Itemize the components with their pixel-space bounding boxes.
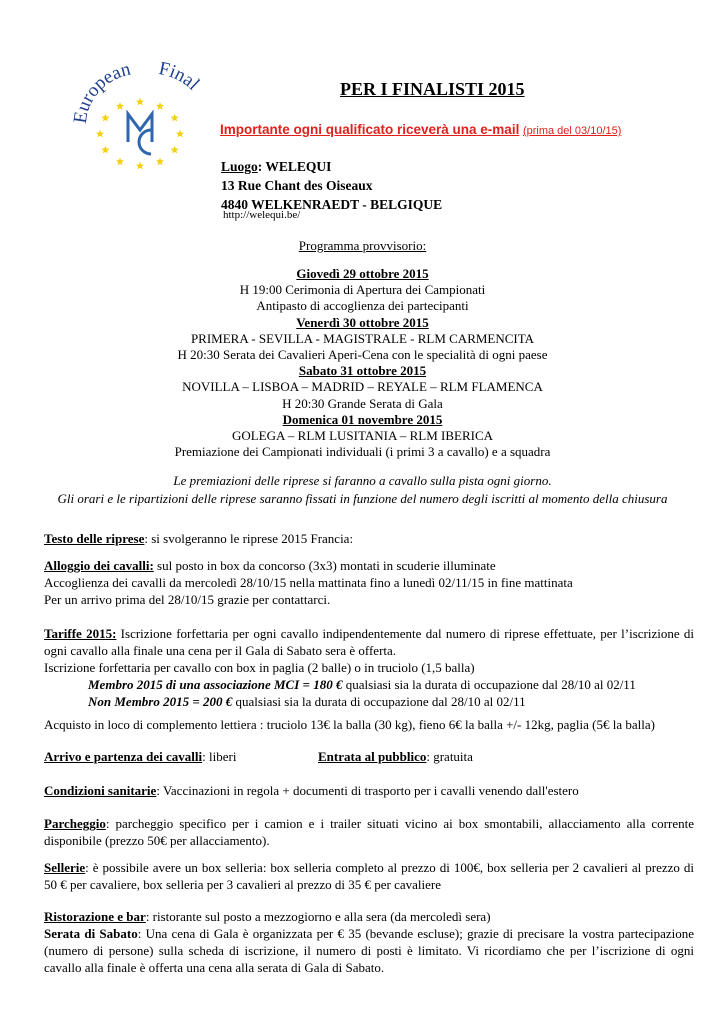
sellerie-text: : è possibile avere un box selleria: box selleria completo al prezzo di 100€, box selleria per 2 cavalieri al prezzo di 50 € per cavaliere, box selleria per 3 cavalieri al prezzo di 35 € per cavaliere: [44, 860, 694, 892]
tariffe-label: Tariffe 2015:: [44, 626, 117, 641]
star-icon: [116, 158, 124, 166]
day-line: H 20:30 Grande Serata di Gala: [282, 395, 443, 411]
section-parcheggio: [44, 815, 694, 849]
programme-schedule: [0, 266, 725, 460]
day-line: H 19:00 Cerimonia di Apertura dei Campionati: [239, 282, 486, 298]
condizioni-text: : Vaccinazioni in regola + documenti di trasporto per i cavalli venendo dall'estero: [156, 783, 579, 798]
star-ring: [96, 98, 184, 170]
day-line: GOLEGA – RLM LUSITANIA – RLM IBERICA: [231, 428, 494, 444]
star-icon: [136, 162, 144, 170]
venue-street: 13 Rue Chant des Oiseaux: [221, 178, 373, 193]
star-icon: [136, 98, 144, 106]
european-final-logo: [70, 62, 212, 172]
section-ristorazione: [44, 908, 694, 976]
programme-notes: [0, 472, 725, 508]
day-line: H 20:30 Serata dei Cavalieri Aperi-Cena con le specialità di ogni paese: [177, 347, 548, 363]
parcheggio-text: : parcheggio specifico per i camion e i trailer situati vicino ai box smontabili, allacciamento alla corrente disponibile (prezzo 50€ per allacciamento).: [44, 816, 694, 848]
alloggio-line2: Accoglienza dei cavalli da mercoledì 28/10/15 nella mattinata fino a lunedì 02/11/15 in fine mattinata: [44, 575, 573, 590]
important-notice: [220, 122, 621, 137]
ristorazione-label: Ristorazione e bar: [44, 909, 146, 924]
logo-text-european: European: [70, 62, 133, 125]
arrivo-text: : liberi: [202, 749, 237, 764]
nonmember-price: Non Membro 2015 = 200 €: [88, 694, 233, 709]
section-sellerie: [44, 859, 694, 893]
important-main: Importante ogni qualificato riceverà una e-mail: [220, 122, 520, 137]
logo-text-final: Final: [156, 62, 204, 95]
day-title: Giovedì 29 ottobre 2015: [296, 266, 429, 281]
alloggio-line1: sul posto in box da concorso (3x3) montati in scuderie illuminate: [153, 558, 496, 573]
day-title: Venerdì 30 ottobre 2015: [296, 314, 429, 330]
testo-label: Testo delle riprese: [44, 531, 145, 546]
page-title: PER I FINALISTI 2015: [340, 79, 525, 99]
section-condizioni: [44, 782, 694, 799]
section-tariffe: [44, 625, 694, 710]
entrata-text: : gratuita: [426, 749, 473, 764]
day-line: Antipasto di accoglienza dei partecipanti: [256, 298, 469, 314]
important-date: (prima del 03/10/15): [522, 125, 622, 137]
arrivo-label: Arrivo e partenza dei cavalli: [44, 749, 203, 764]
note-awards: Le premiazioni delle riprese si faranno a cavallo sulla pista ogni giorno.: [173, 473, 552, 488]
section-entrata: [318, 748, 618, 765]
star-icon: [116, 102, 124, 110]
star-icon: [171, 146, 179, 154]
serata-label: Serata di Sabato: [44, 926, 138, 941]
nonmember-rest: qualsiasi sia la durata di occupazione dal 28/10 al 02/11: [232, 694, 526, 709]
day-line: Premiazione dei Campionati individuali (i primi 3 a cavallo) e a squadra: [174, 444, 551, 460]
star-icon: [156, 158, 164, 166]
star-icon: [101, 146, 109, 154]
condizioni-label: Condizioni sanitarie: [44, 783, 157, 798]
tariffe-text1: Iscrizione forfettaria per ogni cavallo indipendentemente dal numero di riprese effettuate, per l’iscrizione di ogni cavallo alla finale una cena per il Gala di Sabato sera è offerta.: [44, 626, 695, 658]
mc-monogram: [128, 114, 152, 154]
section-testo: [44, 530, 694, 547]
serata-text: : Una cena di Gala è organizzata per € 35 (bevande escluse); grazie di precisare la vostra partecipazione (numero di persone) sulla scheda di iscrizione, il numero di posti è limitato. Vi ricordiamo che per l’iscrizione di ogni cavallo alla finale è offerta una cena alla serata di Gala di Sabato.: [44, 926, 694, 975]
ristorazione-text: : ristorante sul posto a mezzogiorno e alla sera (da mercoledì sera): [145, 909, 491, 924]
venue-label: Luogo: [221, 159, 258, 174]
member-rest: qualsiasi sia la durata di occupazione dal 28/10 al 02/11: [342, 677, 636, 692]
venue-url[interactable]: http://welequi.be/: [223, 209, 301, 221]
star-icon: [101, 114, 109, 122]
entrata-label: Entrata al pubblico: [318, 749, 427, 764]
star-icon: [171, 114, 179, 122]
venue-name: : WELEQUI: [257, 159, 332, 174]
note-schedule: Gli orari e le ripartizioni delle riprese saranno fissati in funzione del numero degli iscritti al momento della chiusura: [57, 491, 668, 506]
parcheggio-label: Parcheggio: [44, 816, 106, 831]
sellerie-label: Sellerie: [44, 860, 86, 875]
venue-city: 4840 WELKENRAEDT - BELGIQUE: [221, 197, 443, 212]
alloggio-label: Alloggio dei cavalli:: [44, 558, 154, 573]
day-title: Sabato 31 ottobre 2015: [298, 363, 427, 379]
day-line: NOVILLA – LISBOA – MADRID – REYALE – RLM FLAMENCA: [182, 379, 543, 395]
member-price: Membro 2015 di una associazione MCI = 180 €: [88, 677, 343, 692]
testo-text: : si svolgeranno le riprese 2015 Francia:: [144, 531, 354, 546]
venue-address: [221, 157, 442, 214]
section-acquisto: Acquisto in loco di complemento lettiera : truciolo 13€ la balla (30 kg), fieno 6€ la balla +/- 12kg, paglia (5€ la balla): [44, 717, 655, 732]
programme-heading: Programma provvisorio:: [298, 238, 427, 253]
tariffe-text2: Iscrizione forfettaria per cavallo con box in paglia (2 balle) o in truciolo (1,5 balla): [44, 660, 475, 675]
star-icon: [176, 130, 184, 138]
star-icon: [156, 102, 164, 110]
day-line: PRIMERA - SEVILLA - MAGISTRALE - RLM CARMENCITA: [190, 330, 535, 346]
section-alloggio: [44, 557, 694, 608]
star-icon: [96, 130, 104, 138]
alloggio-line3: Per un arrivo prima del 28/10/15 grazie per contattarci.: [44, 592, 331, 607]
day-title: Domenica 01 novembre 2015: [282, 411, 443, 427]
